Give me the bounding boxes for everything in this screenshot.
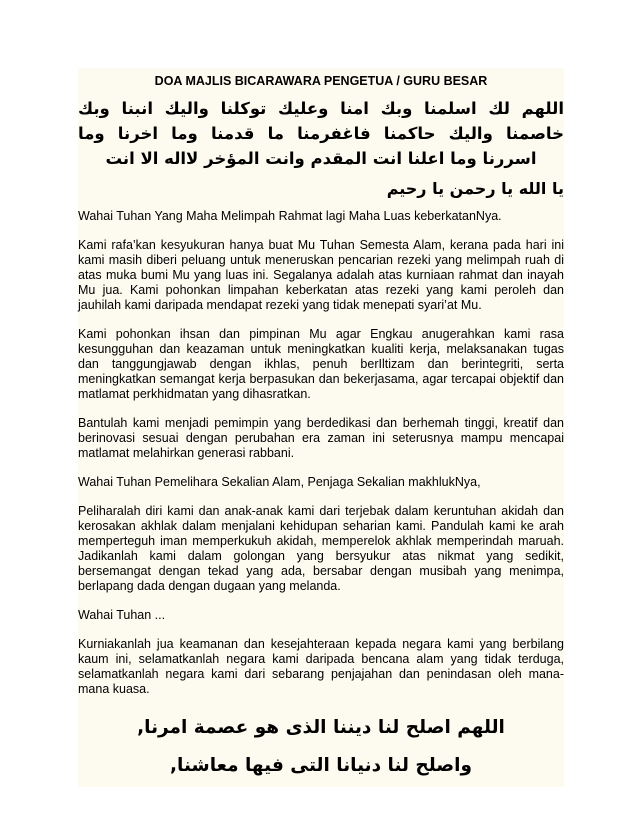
document-body bbox=[78, 68, 564, 787]
paragraph: Wahai Tuhan ... bbox=[78, 608, 166, 622]
paragraph: Peliharalah diri kami dan anak-anak kami dari terjebak dalam keruntuhan akidah dan kerosakan akhlak dalam menjalani kehidupan seharian kami. Pandulah kami ke arah memperteguh iman memperkukuh akidah, memperelok akhlak memperindah maruah. Jadikanlah kami dalam golongan yang bersyukur atas nikmat yang sedikit, bersemangat dengan tekad yang ada, bersabar dengan musibah yang menimpa, berlapang dada dengan dugaan yang melanda. bbox=[78, 504, 564, 593]
arabic-closing-line: اللهم اصلح لنا ديننا الذى هو عصمة امرنا, bbox=[137, 717, 505, 738]
paragraph: Wahai Tuhan Pemelihara Sekalian Alam, Penjaga Sekalian makhlukNya, bbox=[78, 475, 481, 489]
paragraph: Wahai Tuhan Yang Maha Melimpah Rahmat lagi Maha Luas keberkatanNya. bbox=[78, 209, 502, 223]
paragraph: Kami rafa’kan kesyukuran hanya buat Mu Tuhan Semesta Alam, kerana pada hari ini kami masih diberi peluang untuk meneruskan pencarian rezeki yang melimpah ruah di atas muka bumi Mu yang luas ini. Segalanya adalah atas kurniaan rahmat dan inayah Mu jua. Kami pohonkan limpahan keberkatan atas rezeki yang kami peroleh dan jauhilah kami daripada mendapat rezeki yang tidak menepati syari’at Mu. bbox=[78, 238, 564, 312]
paragraph: Kami pohonkan ihsan dan pimpinan Mu agar Engkau anugerahkan kami rasa kesungguhan dan keazaman untuk meningkatkan kualiti kerja, melaksanakan tugas dan tanggungjawab dengan ikhlas, penuh berIltizam dan berintegriti, serta meningkatkan semangat kerja berpasukan dan bekerjasama, agar tercapai objektif dan matlamat perkhidmatan yang dihasratkan. bbox=[78, 327, 564, 401]
document-title: DOA MAJLIS BICARAWARA PENGETUA / GURU BESAR bbox=[154, 74, 488, 88]
arabic-closing-line: واصلح لنا دنيانا التى فيها معاشنا, bbox=[169, 755, 473, 776]
arabic-opening-prayer: اللهم لك اسلمنا وبك امنا وعليك توكلنا واليك انبنا وبك خاصمنا واليك حاكمنا فاغفرمنا ما قدمنا وما اخرنا وما اسررنا وما اعلنا انت المقدم وانت المؤخر لااله الا انت bbox=[78, 99, 564, 168]
arabic-invocation: يا الله يا رحمن يا رحيم bbox=[386, 179, 564, 198]
paragraph: Bantulah kami menjadi pemimpin yang berdedikasi dan berhemah tinggi, kreatif dan berinovasi sesuai dengan perubahan era zaman ini seterusnya mampu mencapai matlamat melahirkan generasi rabbani. bbox=[78, 416, 564, 460]
paragraph: Kurniakanlah jua keamanan dan kesejahteraan kepada negara kami yang berbilang kaum ini, selamatkanlah negara kami daripada bencana alam yang tidak terduga, selamatkanlah negara kami dari sebarang penjajahan dan penindasan oleh mana-mana kuasa. bbox=[78, 637, 564, 696]
